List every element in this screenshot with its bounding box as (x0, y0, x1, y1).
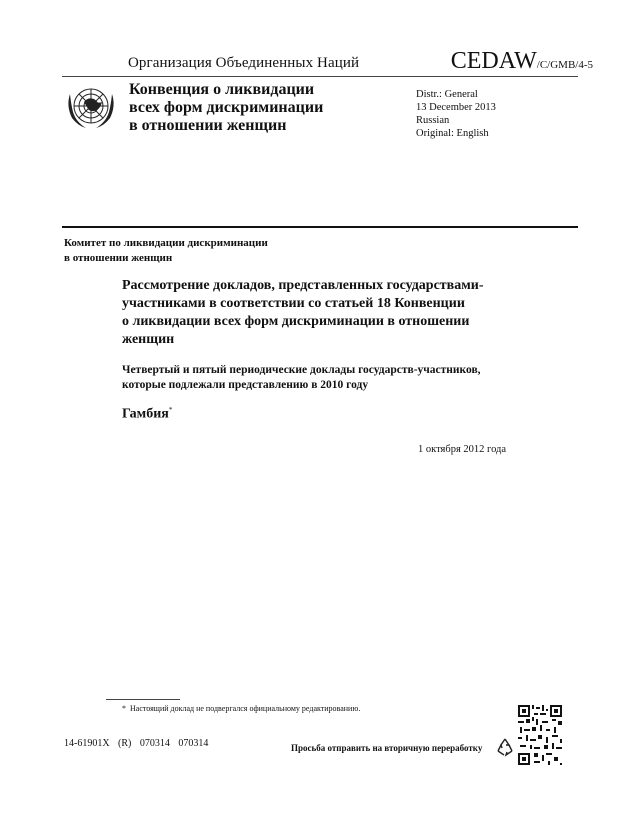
section-divider (62, 226, 578, 228)
footnote-text: Настоящий доклад не подвергался официальному редактированию. (130, 704, 361, 713)
recycle-text: Просьба отправить на вторичную переработку (291, 743, 483, 753)
subtitle-line: Четвертый и пятый периодические доклады государств-участников, (122, 364, 481, 376)
footnote-marker[interactable]: * (168, 406, 173, 414)
footnote (122, 704, 360, 713)
document-code: 14-61901X (R) 070314 070314 (64, 738, 209, 749)
committee-line: Комитет по ликвидации дискриминации (64, 237, 268, 249)
qr-code-icon (516, 703, 564, 767)
recycle-icon (494, 736, 516, 758)
footnote-marker: * (122, 704, 126, 713)
footnote-rule (106, 699, 180, 700)
title-line: участниками в соответствии со статьей 18 Конвенции (122, 296, 465, 311)
organization-name: Организация Объединенных Наций (128, 55, 360, 71)
convention-title (129, 81, 323, 135)
document-symbol (451, 48, 593, 75)
un-emblem-icon (62, 80, 120, 136)
document-subtitle (122, 363, 532, 393)
convention-title-line: всех форм дискриминации (129, 99, 324, 116)
title-line: о ликвидации всех форм дискриминации в отношении (122, 314, 470, 329)
header-divider (62, 76, 578, 77)
distribution-info (416, 88, 496, 140)
committee-name (64, 236, 268, 266)
country-heading (122, 406, 172, 423)
document-date: 1 октября 2012 года (418, 444, 507, 455)
distribution-language: Russian (416, 115, 450, 126)
title-line: женщин (122, 332, 175, 347)
document-title (122, 277, 532, 349)
convention-title-line: Конвенция о ликвидации (129, 81, 315, 98)
distribution-date: 13 December 2013 (416, 102, 496, 113)
subtitle-line: которые подлежали представлению в 2010 году (122, 379, 369, 391)
distribution-line: Distr.: General (416, 89, 478, 100)
symbol-suffix: /C/GMB/4-5 (536, 59, 593, 71)
title-line: Рассмотрение докладов, представленных государствами- (122, 278, 484, 293)
country-name: Гамбия (122, 406, 169, 422)
convention-title-line: в отношении женщин (129, 117, 287, 134)
distribution-original: Original: English (416, 128, 489, 139)
symbol-main: CEDAW (450, 48, 537, 74)
committee-line: в отношении женщин (64, 252, 173, 264)
